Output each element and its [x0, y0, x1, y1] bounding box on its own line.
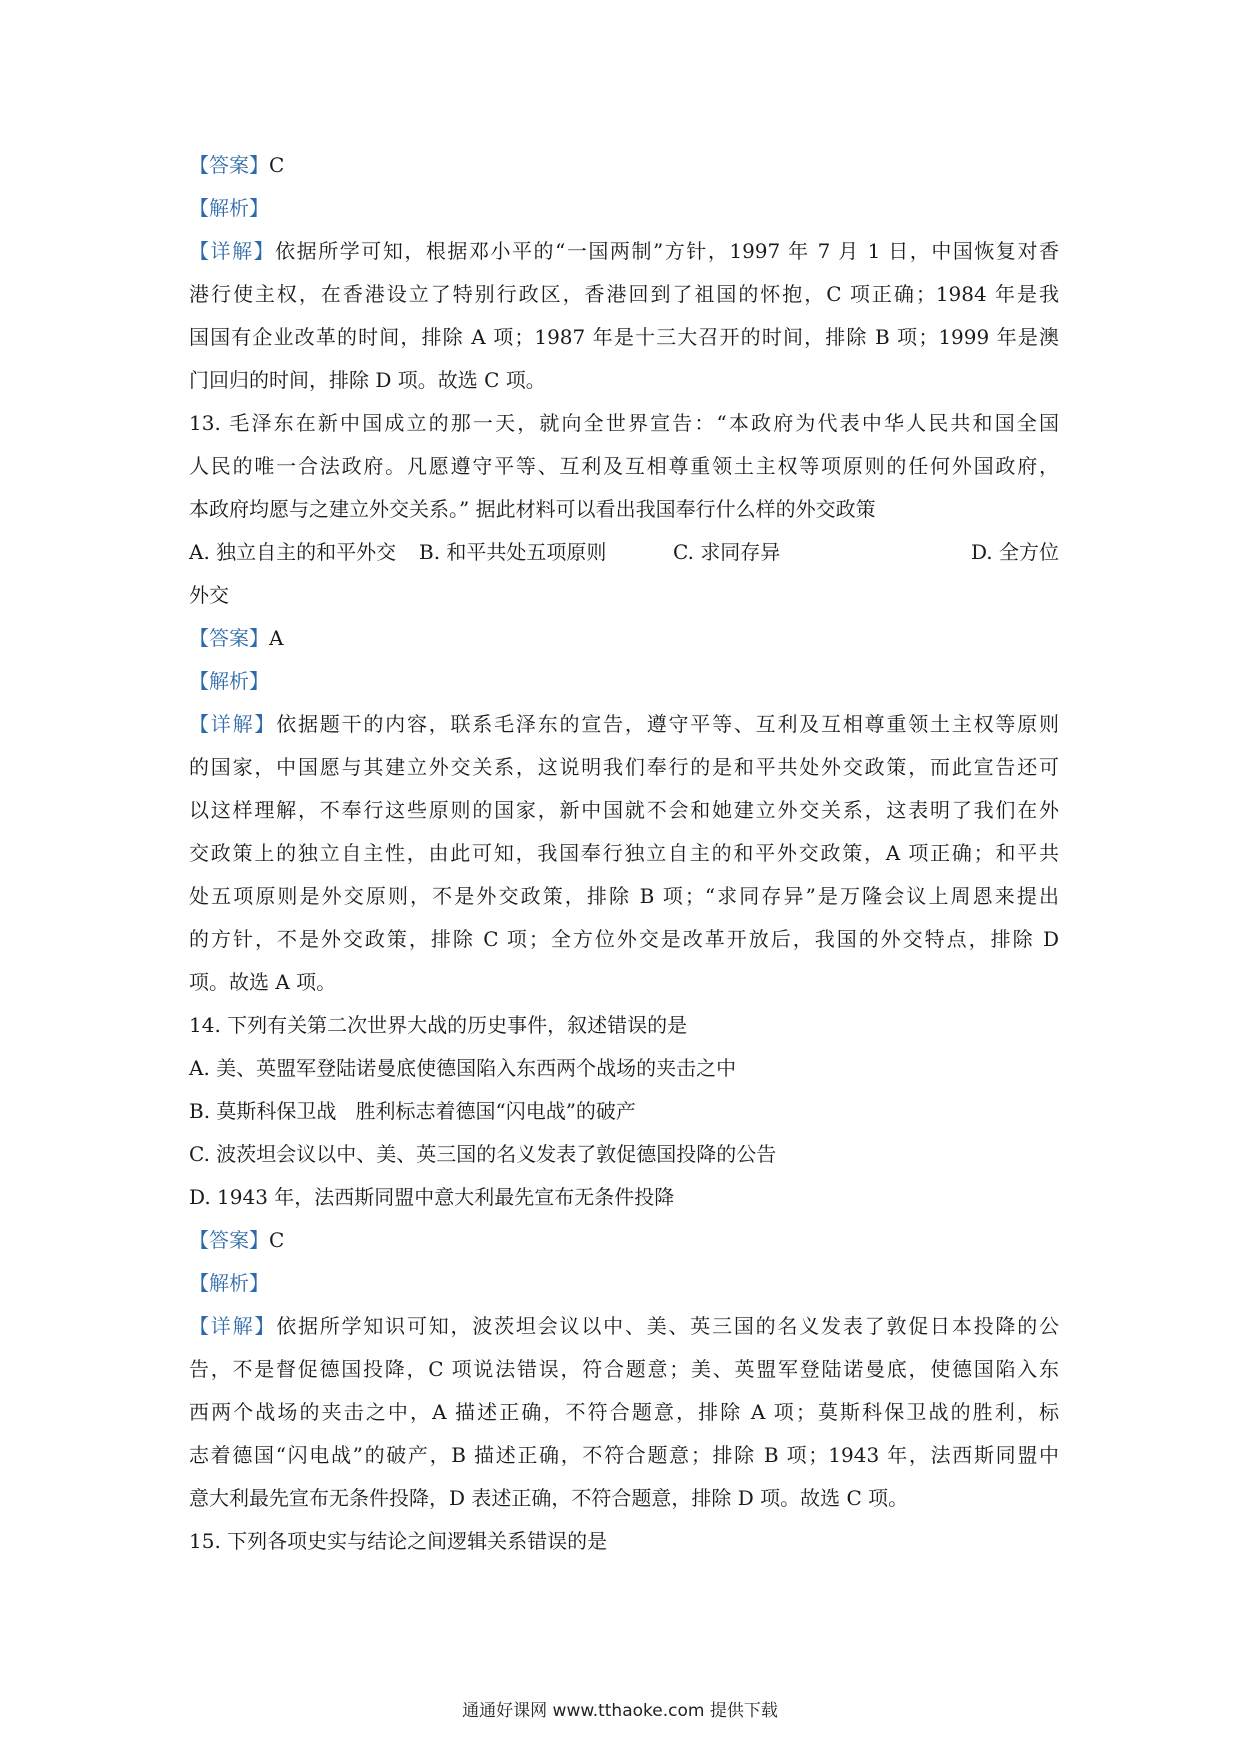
q14-stem: 14. 下列有关第二次世界大战的历史事件，叙述错误的是: [189, 1013, 688, 1037]
q14-option-c: C. 波茨坦会议以中、美、英三国的名义发表了敦促德国投降的公告: [189, 1142, 777, 1166]
q13-detail-line: 的方针，不是外交政策，排除 C 项；全方位外交是改革开放后，我国的外交特点，排除 D: [189, 927, 1059, 951]
document-body: [189, 144, 1059, 1563]
q12-detail-line: 【详解】依据所学可知，根据邓小平的“一国两制”方针，1997 年 7 月 1 日，中国恢复对香: [189, 239, 1059, 263]
q13-option-d-wrap: 外交: [189, 583, 229, 607]
q15-stem: 15. 下列各项史实与结论之间逻辑关系错误的是: [189, 1529, 608, 1553]
q12-analysis-tag: 【解析】: [189, 196, 269, 220]
q13-option-b: B. 和平共处五项原则: [419, 540, 607, 564]
answer-value: C: [269, 1228, 285, 1252]
q13-answer: [189, 617, 1059, 660]
q13-detail-line: 处五项原则是外交原则，不是外交政策，排除 B 项；“求同存异”是万隆会议上周恩来提出: [189, 884, 1059, 908]
q13-detail-line: 【详解】依据题干的内容，联系毛泽东的宣告，遵守平等、互利及互相尊重领土主权等原则: [189, 712, 1060, 736]
detail-tag: 【详解】: [189, 1314, 277, 1338]
detail-tag: 【详解】: [189, 239, 276, 263]
answer-value: A: [269, 626, 284, 650]
q12-detail-line: 港行使主权，在香港设立了特别行政区，香港回到了祖国的怀抱，C 项正确；1984 年是我: [189, 282, 1059, 306]
page-footer: 通通好课网 www.tthaoke.com 提供下载: [462, 1701, 778, 1721]
q13-stem-line: 本政府均愿与之建立外交关系。” 据此材料可以看出我国奉行什么样的外交政策: [189, 497, 876, 521]
q14-option-b: B. 莫斯科保卫战 胜利标志着德国“闪电战”的破产: [189, 1099, 636, 1123]
q14-detail-line: 告，不是督促德国投降，C 项说法错误，符合题意；美、英盟军登陆诺曼底，使德国陷入东: [189, 1357, 1059, 1381]
q13-analysis-tag: 【解析】: [189, 669, 269, 693]
q13-options: [189, 531, 1059, 574]
q14-detail-line: 意大利最先宣布无条件投降，D 表述正确，不符合题意，排除 D 项。故选 C 项。: [189, 1486, 909, 1510]
q13-option-a: A. 独立自主的和平外交: [189, 540, 397, 564]
q13-option-d: D. 全方位: [970, 540, 1059, 564]
q13-detail-line: 的国家，中国愿与其建立外交关系，这说明我们奉行的是和平共处外交政策，而此宣告还可: [189, 755, 1059, 779]
q14-answer: [189, 1219, 1059, 1262]
detail-tag: 【详解】: [189, 712, 277, 736]
q13-detail-line: 以这样理解，不奉行这些原则的国家，新中国就不会和她建立外交关系，这表明了我们在外: [189, 798, 1059, 822]
q14-detail-line: 西两个战场的夹击之中，A 描述正确，不符合题意，排除 A 项；莫斯科保卫战的胜利，标: [189, 1400, 1059, 1424]
q12-detail-line: 门回归的时间，排除 D 项。故选 C 项。: [189, 368, 546, 392]
q13-stem-line: 人民的唯一合法政府。凡愿遵守平等、互利及互相尊重领土主权等项原则的任何外国政府，: [189, 454, 1059, 478]
q13-stem-line: 13. 毛泽东在新中国成立的那一天，就向全世界宣告：“本政府为代表中华人民共和国全国: [189, 411, 1059, 435]
q13-detail-line: 项。故选 A 项。: [189, 970, 337, 994]
answer-tag: 【答案】: [189, 1228, 269, 1252]
q14-option-a: A. 美、英盟军登陆诺曼底使德国陷入东西两个战场的夹击之中: [189, 1056, 737, 1080]
answer-tag: 【答案】: [189, 626, 269, 650]
q12-answer: [189, 144, 1059, 187]
q14-detail-line: 志着德国“闪电战”的破产，B 描述正确，不符合题意；排除 B 项；1943 年，法西斯同盟中: [189, 1443, 1059, 1467]
answer-tag: 【答案】: [189, 153, 269, 177]
q14-option-d: D. 1943 年，法西斯同盟中意大利最先宣布无条件投降: [189, 1185, 675, 1209]
q14-detail-line: 【详解】依据所学知识可知，波茨坦会议以中、美、英三国的名义发表了敦促日本投降的公: [189, 1314, 1060, 1338]
q13-option-c: C. 求同存异: [673, 540, 781, 564]
answer-value: C: [269, 153, 285, 177]
q12-detail-line: 国国有企业改革的时间，排除 A 项；1987 年是十三大召开的时间，排除 B 项；1999 年是澳: [189, 325, 1059, 349]
q14-analysis-tag: 【解析】: [189, 1271, 269, 1295]
q13-detail-line: 交政策上的独立自主性，由此可知，我国奉行独立自主的和平外交政策，A 项正确；和平共: [189, 841, 1059, 865]
